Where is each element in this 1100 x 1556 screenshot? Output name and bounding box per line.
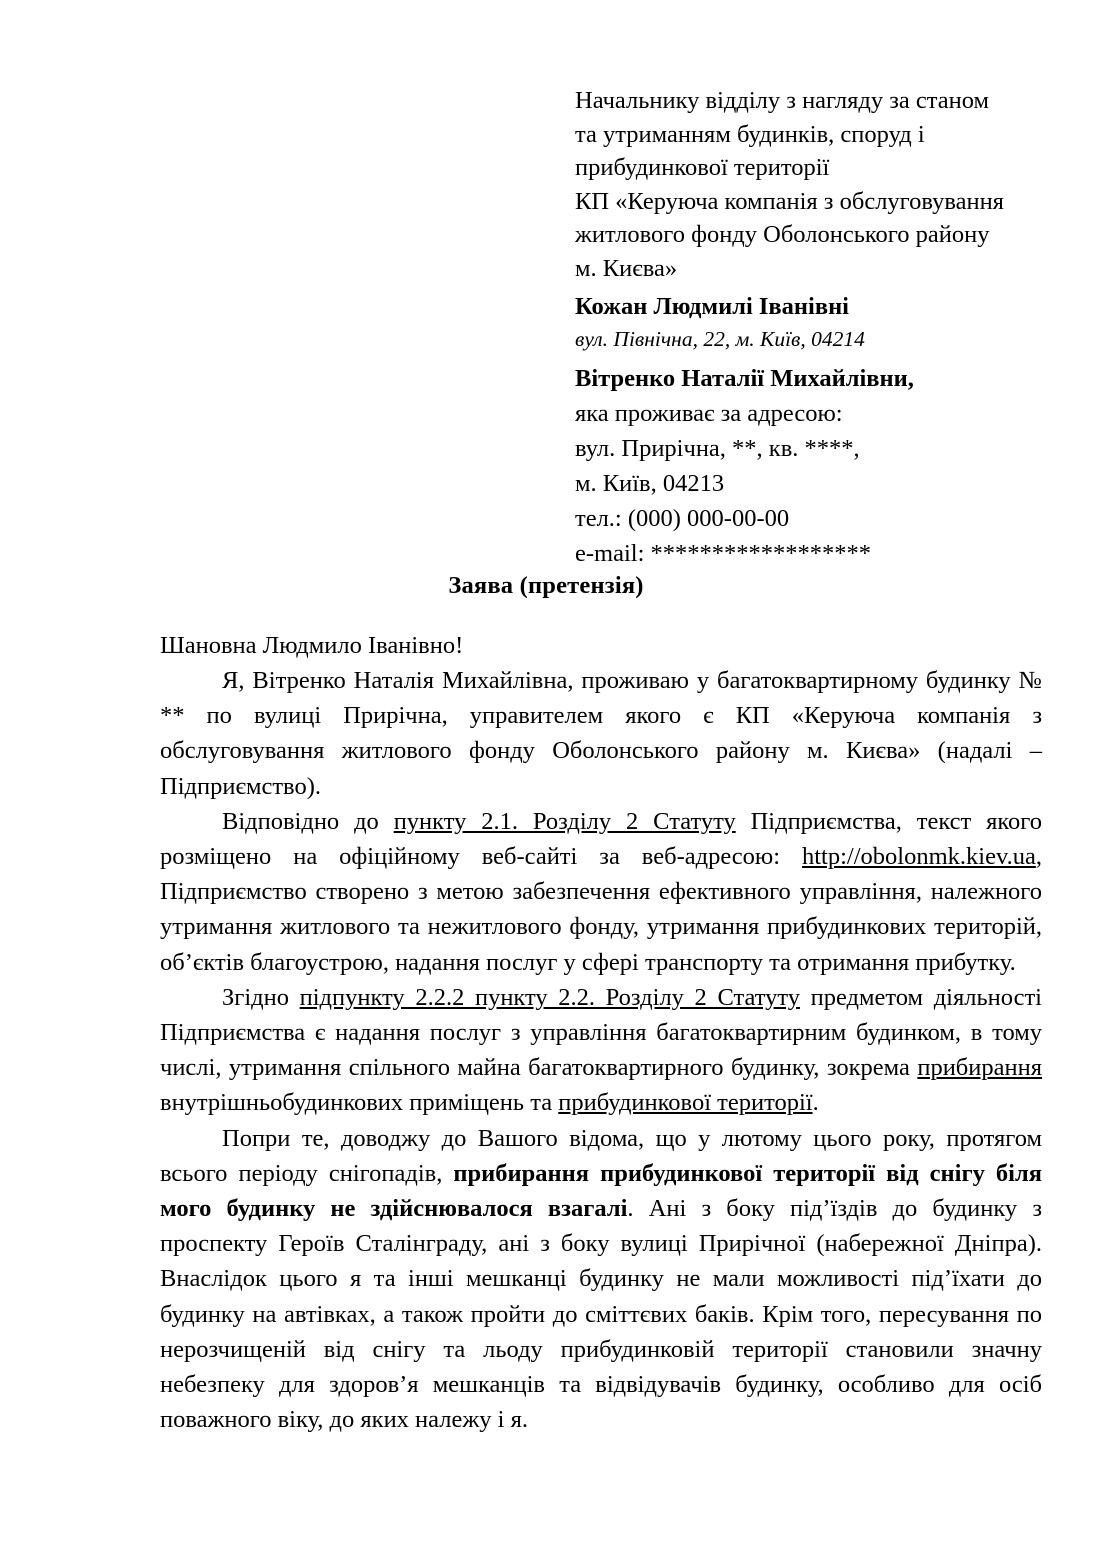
- addressee-name: Кожан Людмилі Іванівні: [575, 293, 849, 320]
- sender-email: e-mail: ******************: [575, 540, 872, 567]
- paragraph-3-segment-2: предметом діяльності Підприємства є надання послуг з управління багатоквартирним будинком, в тому числі, утримання спільного майна багатоквартирного будинку, зокрема: [160, 983, 1042, 1082]
- greeting-line: Шановна Людмило Іванівно!: [160, 632, 464, 659]
- complaint-emphasis: прибирання прибудинкової території від снігу біля мого будинку не здійснювалося взагалі: [160, 1159, 1042, 1223]
- addressee-line-6: м. Києва»: [575, 254, 678, 282]
- paragraph-2-segment-3: , Підприємство створено з метою забезпечення ефективного управління, належного утримання житлового та нежитлового фонду, утримання прибудинкових територій, об’єктів благоустрою, надання послуг у сфері транспорту та отримання прибутку.: [160, 843, 1042, 976]
- addressee-line-1: Начальнику відділу з нагляду за станом: [575, 87, 990, 114]
- document-body: [160, 628, 1042, 1437]
- sender-name: Вітренко Наталії Михайлівни,: [575, 365, 914, 392]
- addressee-line-4: КП «Керуюча компанія з обслуговування: [575, 187, 1004, 215]
- paragraph-4: [160, 1121, 1042, 1438]
- paragraph-3-segment-4: .: [812, 1089, 819, 1117]
- sender-block: [575, 361, 1045, 571]
- sender-city: м. Київ, 04213: [575, 470, 725, 497]
- highlight-adjacent-territory: прибудинкової території: [558, 1089, 813, 1117]
- paragraph-3-segment-3: внутрішньобудинкових приміщень та: [160, 1089, 559, 1117]
- paragraph-3: [160, 980, 1042, 1121]
- addressee-line-3: прибудинкової території: [575, 154, 830, 181]
- sender-phone: тел.: (000) 000-00-00: [575, 505, 790, 532]
- paragraph-2-segment-1: Відповідно до: [222, 807, 394, 835]
- sender-street: вул. Прирічна, **, кв. ****,: [575, 435, 860, 462]
- paragraph-1-text: Я, Вітренко Наталія Михайлівна, проживаю у багатоквартирному будинку № ** по вулиці Прирічна, управителем якого є КП «Керуюча компанія з обслуговування житлового фонду Оболонського району м. Києва» (надалі – Підприємство).: [160, 667, 1042, 800]
- addressee-line-2: та утриманням будинків, споруд і: [575, 120, 925, 148]
- highlight-cleaning: прибирання: [917, 1054, 1042, 1082]
- paragraph-1: [160, 663, 1042, 804]
- paragraph-4-segment-1: Попри те, доводжу до Вашого відома, що у лютому цього року, протягом всього періоду снігопадів,: [160, 1124, 1042, 1187]
- paragraph-2: [160, 804, 1042, 980]
- statute-reference-2-2-2: підпункту 2.2.2 пункту 2.2. Розділу 2 Статуту: [299, 983, 800, 1011]
- paragraph-4-segment-2: . Ані з боку під’їздів до будинку з проспекту Героїв Сталінграду, ані з боку вулиці Прирічної (набережної Дніпра). Внаслідок цього я та інші мешканці будинку не мали можливості під’їхати до будинку на автівках, а також пройти до сміттєвих баків. Крім того, пересування по нерозчищеній від снігу та льоду прибудинковій території становили значну небезпеку для здоров’я мешканців та відвідувачів будинку, особливо для осіб поважного віку, до яких належу і я.: [160, 1195, 1042, 1434]
- document-title-text: Заява (претензія): [448, 572, 644, 599]
- paragraph-3-segment-1: Згідно: [222, 983, 300, 1011]
- document-title: [0, 572, 1100, 600]
- sender-resides-label: яка проживає за адресою:: [575, 400, 843, 427]
- paragraph-2-segment-2: Підприємства, текст якого розміщено на офіційному веб-сайті за веб-адресою:: [160, 807, 1042, 871]
- addressee-block: [575, 84, 1045, 355]
- website-url: http://obolonmk.kiev.ua: [802, 843, 1036, 871]
- addressee-address: вул. Північна, 22, м. Київ, 04214: [575, 327, 865, 351]
- statute-reference-2-1: пункту 2.1. Розділу 2 Статуту: [393, 807, 736, 835]
- addressee-line-5: житлового фонду Оболонського району: [575, 221, 990, 248]
